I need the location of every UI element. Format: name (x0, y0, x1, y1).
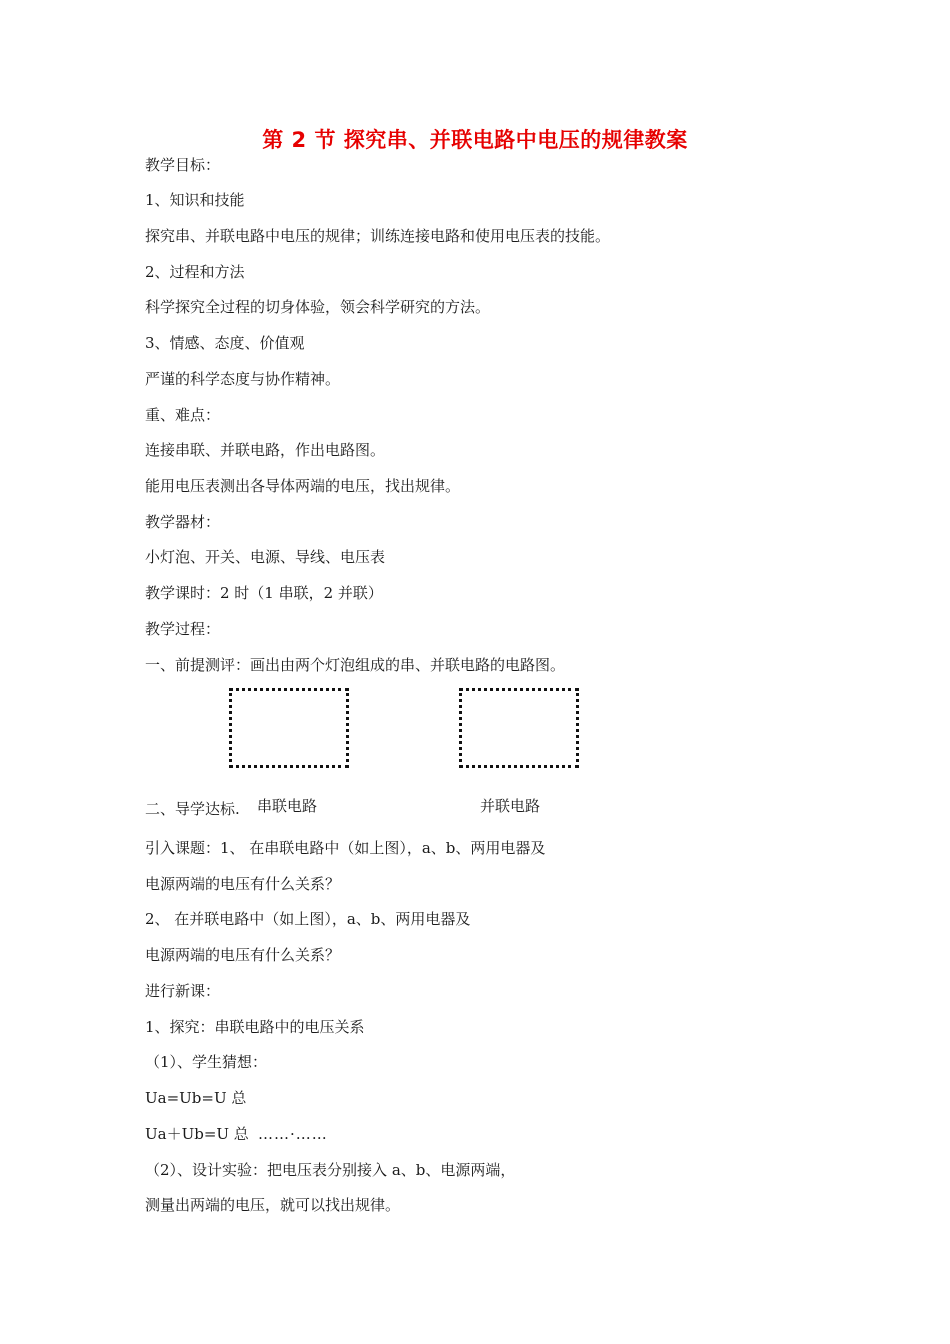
text-line: 2、过程和方法 (145, 263, 245, 281)
parallel-circuit-drawing-box (459, 688, 579, 768)
text-line: 严谨的科学态度与协作精神。 (145, 370, 341, 388)
ellipsis: ……·…… (258, 1125, 328, 1143)
text-line: 进行新课： (145, 982, 221, 1000)
section-heading: 二、导学达标. (145, 800, 240, 818)
text-line: 电源两端的电压有什么关系？ (145, 875, 341, 893)
text-line: 教学器材： (145, 513, 221, 531)
text-line: 1、探究：串联电路中的电压关系 (145, 1018, 365, 1036)
text-line: 教学过程： (145, 620, 221, 638)
text-line: 2、 在并联电路中（如上图），a、b、两用电器及 (145, 910, 471, 928)
text-line: 重、难点： (145, 406, 221, 424)
series-circuit-drawing-box (229, 688, 349, 768)
text-line: Ua=Ub=U 总 (145, 1089, 247, 1107)
text-line: 引入课题：1、 在串联电路中（如上图），a、b、两用电器及 (145, 839, 546, 857)
parallel-circuit-caption: 并联电路 (480, 797, 541, 815)
text-line: 探究串、并联电路中电压的规律；训练连接电路和使用电压表的技能。 (145, 227, 611, 245)
text-line: Ua＋Ub=U 总 (145, 1125, 249, 1143)
text-line: 测量出两端的电压，就可以找出规律。 (145, 1196, 401, 1214)
text-line: 1、知识和技能 (145, 191, 245, 209)
text-line: 教学目标： (145, 156, 221, 174)
text-line: 一、前提测评：画出由两个灯泡组成的串、并联电路的电路图。 (145, 656, 566, 674)
text-line: （2）、设计实验：把电压表分别接入 a、b、电源两端， (145, 1161, 516, 1179)
text-line: 科学探究全过程的切身体验，领会科学研究的方法。 (145, 298, 491, 316)
text-line: 教学课时：2 时（1 串联，2 并联） (145, 584, 383, 602)
text-line: 小灯泡、开关、电源、导线、电压表 (145, 548, 386, 566)
text-line: 能用电压表测出各导体两端的电压，找出规律。 (145, 477, 461, 495)
document-title: 第 2 节 探究串、并联电路中电压的规律教案 (262, 128, 688, 152)
text-line: 电源两端的电压有什么关系？ (145, 946, 341, 964)
text-line: 3、情感、态度、价值观 (145, 334, 305, 352)
series-circuit-caption: 串联电路 (257, 797, 318, 815)
text-line: （1）、学生猜想： (145, 1053, 268, 1071)
text-line: 连接串联、并联电路，作出电路图。 (145, 441, 386, 459)
